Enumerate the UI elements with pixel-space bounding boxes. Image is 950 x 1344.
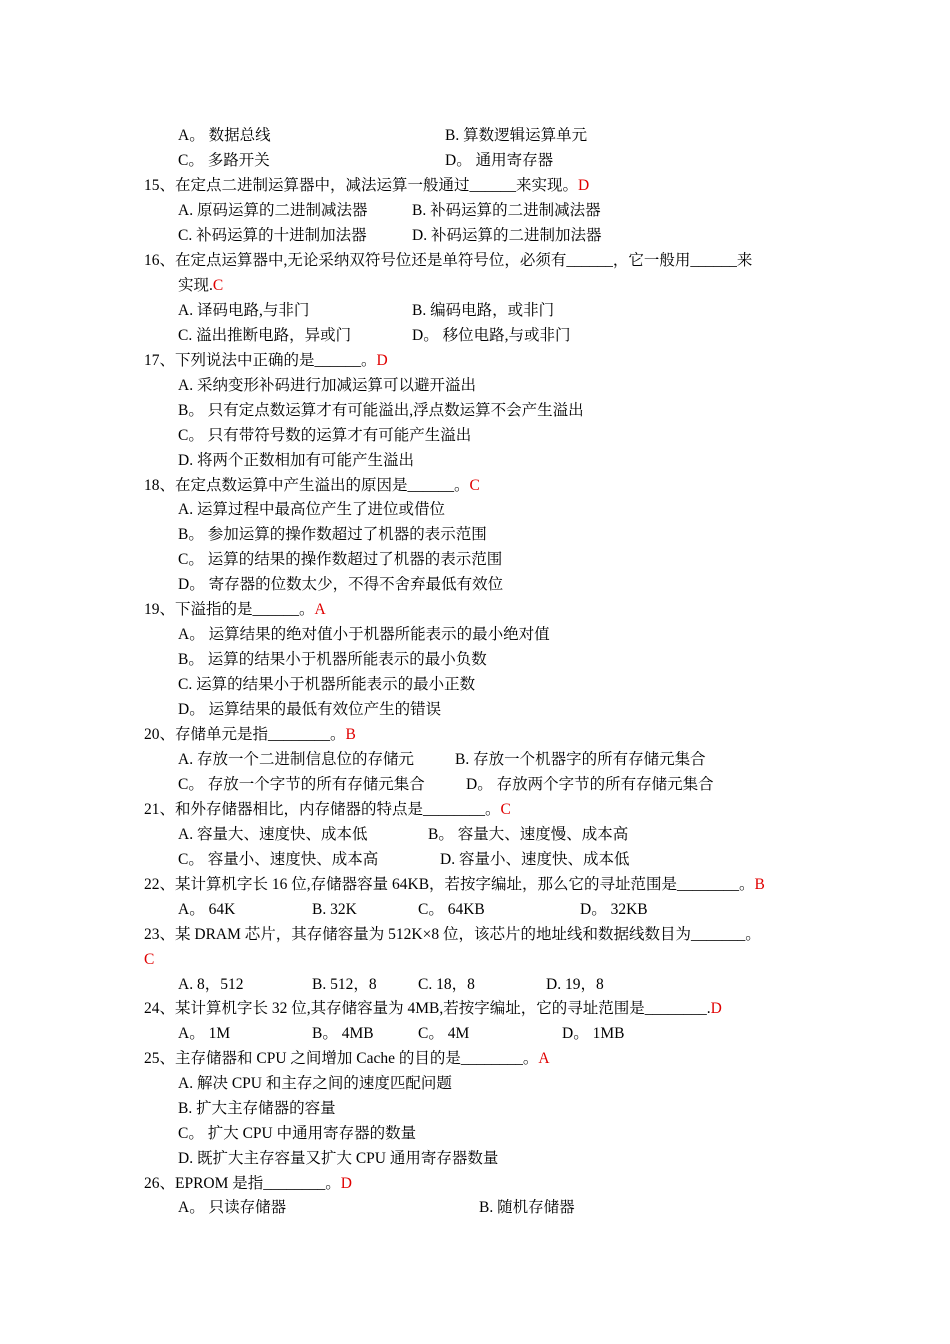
question-21 [144, 800, 511, 820]
q23-option-d: D. 19，8 [546, 976, 604, 993]
q24-option-a: A。 1M [178, 1025, 231, 1042]
question-20-answer: B [345, 726, 356, 743]
q22-option-c: C。 64KB [418, 901, 485, 918]
q25-option-b: B. 扩大主存储器的容量 [178, 1100, 336, 1117]
question-23-answer: C [144, 951, 155, 968]
q25-option-c: C。 扩大 CPU 中通用寄存器的数量 [178, 1125, 417, 1142]
q26-option-b: B. 随机存储器 [479, 1199, 575, 1216]
q24-option-d: D。 1MB [562, 1025, 625, 1042]
question-26-stem: 26、EPROM 是指________。 [144, 1175, 341, 1192]
question-22-stem: 22、某计算机字长 16 位,存储器容量 64KB，若按字编址，那么它的寻址范围是________。 [144, 876, 755, 893]
question-21-answer: C [500, 801, 511, 818]
question-22-answer: B [754, 876, 765, 893]
question-26-answer: D [340, 1175, 352, 1192]
q23-option-b: B. 512，8 [312, 976, 377, 993]
question-19-stem: 19、下溢指的是______。 [144, 601, 315, 618]
q18-option-d: D。 寄存器的位数太少，不得不舍弃最低有效位 [178, 576, 504, 593]
q20-option-a: A. 存放一个二进制信息位的存储元 [178, 751, 414, 768]
question-25 [144, 1049, 550, 1069]
q22-option-a: A。 64K [178, 901, 236, 918]
q16-option-a: A. 译码电路,与非门 [178, 302, 310, 319]
question-17 [144, 351, 388, 371]
question-16-stem: 16、在定点运算器中,无论采纳双符号位还是单符号位，必须有______，它一般用______来 [144, 252, 753, 269]
q25-option-a: A. 解决 CPU 和主存之间的速度匹配问题 [178, 1075, 452, 1092]
question-25-stem: 25、主存储器和 CPU 之间增加 Cache 的目的是________。 [144, 1050, 539, 1067]
q23-option-c: C. 18，8 [418, 976, 475, 993]
q19-option-a: A。 运算结果的绝对值小于机器所能表示的最小绝对值 [178, 626, 550, 643]
q19-option-b: B。 运算的结果小于机器所能表示的最小负数 [178, 651, 487, 668]
q17-option-d: D. 将两个正数相加有可能产生溢出 [178, 452, 414, 469]
q14-option-a: A。 数据总线 [178, 127, 271, 144]
question-24-stem: 24、某计算机字长 32 位,其存储容量为 4MB,若按字编址，它的寻址范围是________. [144, 1000, 711, 1017]
question-21-stem: 21、和外存储器相比，内存储器的特点是________。 [144, 801, 501, 818]
question-16-stem-cont [178, 276, 223, 296]
question-18-stem: 18、在定点数运算中产生溢出的原因是______。 [144, 477, 470, 494]
q16-option-c: C. 溢出推断电路，异或门 [178, 327, 352, 344]
q18-option-a: A. 运算过程中最高位产生了进位或借位 [178, 501, 445, 518]
q14-option-c: C。 多路开关 [178, 152, 270, 169]
q17-option-b: B。 只有定点数运算才有可能溢出,浮点数运算不会产生溢出 [178, 402, 584, 419]
question-16-answer: C [212, 277, 224, 294]
question-17-stem: 17、下列说法中正确的是______。 [144, 352, 377, 369]
q15-option-c: C. 补码运算的十进制加法器 [178, 227, 367, 244]
q17-option-a: A. 采纳变形补码进行加减运算可以避开溢出 [178, 377, 476, 394]
question-23-stem: 23、某 DRAM 芯片，其存储容量为 512K×8 位，该芯片的地址线和数据线数目为_______。 [144, 926, 761, 943]
q25-option-d: D. 既扩大主存容量又扩大 CPU 通用寄存器数量 [178, 1150, 499, 1167]
question-24-answer: D [710, 1000, 722, 1017]
q19-option-d: D。 运算结果的最低有效位产生的错误 [178, 701, 442, 718]
q16-option-d: D。 移位电路,与或非门 [412, 327, 571, 344]
question-15-stem: 15、在定点二进制运算器中，减法运算一般通过______来实现。 [144, 177, 579, 194]
q21-option-a: A. 容量大、速度快、成本低 [178, 826, 368, 843]
q20-option-b: B. 存放一个机器字的所有存储元集合 [455, 751, 706, 768]
question-25-answer: A [538, 1050, 550, 1067]
question-17-answer: D [376, 352, 388, 369]
q23-option-a: A. 8，512 [178, 976, 244, 993]
q20-option-c: C。 存放一个字节的所有存储元集合 [178, 776, 425, 793]
question-19 [144, 600, 326, 620]
q21-option-b: B。 容量大、速度慢、成本高 [428, 826, 629, 843]
q18-option-b: B。 参加运算的操作数超过了机器的表示范围 [178, 526, 487, 543]
question-15-answer: D [578, 177, 590, 194]
q18-option-c: C。 运算的结果的操作数超过了机器的表示范围 [178, 551, 503, 568]
q20-option-d: D。 存放两个字节的所有存储元集合 [466, 776, 714, 793]
q17-option-c: C。 只有带符号数的运算才有可能产生溢出 [178, 427, 472, 444]
question-15 [144, 176, 589, 196]
q22-option-b: B. 32K [312, 901, 357, 918]
q21-option-d: D. 容量小、速度快、成本低 [440, 851, 630, 868]
question-19-answer: A [314, 601, 326, 618]
q21-option-c: C。 容量小、速度快、成本高 [178, 851, 379, 868]
q26-option-a: A。 只读存储器 [178, 1199, 287, 1216]
question-20-stem: 20、存储单元是指________。 [144, 726, 346, 743]
q16-option-b: B. 编码电路，或非门 [412, 302, 555, 319]
question-16-stem2: 实现. [178, 277, 213, 294]
q22-option-d: D。 32KB [580, 901, 648, 918]
q14-option-d: D。 通用寄存器 [445, 152, 554, 169]
q15-option-d: D. 补码运算的二进制加法器 [412, 227, 602, 244]
q14-option-b: B. 算数逻辑运算单元 [445, 127, 588, 144]
q19-option-c: C. 运算的结果小于机器所能表示的最小正数 [178, 676, 476, 693]
question-18-answer: C [469, 477, 480, 494]
q24-option-b: B。 4MB [312, 1025, 374, 1042]
question-22 [144, 875, 765, 895]
q15-option-b: B. 补码运算的二进制减法器 [412, 202, 601, 219]
question-24 [144, 999, 722, 1019]
question-20 [144, 725, 356, 745]
question-26 [144, 1174, 352, 1194]
q24-option-c: C。 4M [418, 1025, 470, 1042]
q15-option-a: A. 原码运算的二进制减法器 [178, 202, 368, 219]
question-18 [144, 476, 480, 496]
